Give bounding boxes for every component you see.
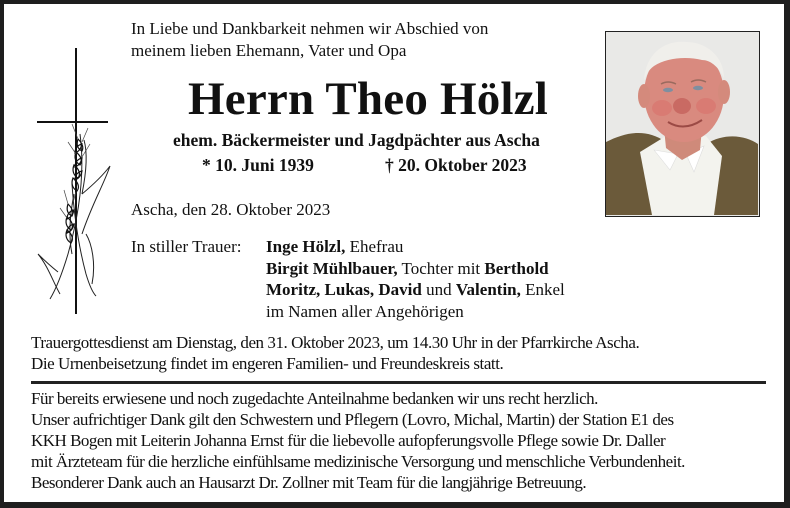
mourner-closing: im Namen aller Angehörigen [266,301,464,321]
mourner-line [266,236,565,258]
thanks-line: Für bereits erwiesene und noch zugedachte Anteilnahme bedanken wir uns recht herzlich. [31,389,598,408]
service-line-1: Trauergottesdienst am Dienstag, den 31. Oktober 2023, um 14.30 Uhr in der Pfarrkirche Ascha. [31,333,640,352]
thanks-line: mit Ärzteteam für die herzliche einfühlsame medizinische Versorgung und menschliche Verbundenheit. [31,452,685,471]
mourning-label: In stiller Trauer: [131,237,242,256]
mourner-connector: und [421,280,456,299]
mourner-name: Moritz, Lukas, David [266,280,422,299]
portrait-image [606,32,758,215]
mourner-line [266,301,565,323]
mourner-relation: Ehefrau [345,237,404,256]
thanks-text [31,388,685,493]
mourner-name: Inge Hölzl, [266,237,346,256]
death-date: † 20. Oktober 2023 [385,155,527,175]
mourner-line [266,258,565,280]
birth-date: * 10. Juni 1939 [202,155,314,175]
mourner-line [266,279,565,301]
funeral-service-info [31,332,639,374]
section-divider [31,381,766,384]
mourner-relation: Enkel [520,280,565,299]
mourner-relation: Tochter mit [397,258,485,278]
mourner-name: Berthold [484,258,549,278]
mourner-name: Valentin, [455,280,521,299]
thanks-line: Unser aufrichtiger Dank gilt den Schwestern und Pflegern (Lovro, Michal, Martin) der Station E1 des [31,410,674,429]
place-and-date: Ascha, den 28. Oktober 2023 [131,200,331,219]
portrait-photo [605,31,760,217]
intro-text [131,18,488,62]
mourners-list [266,236,565,322]
thanks-line: KKH Bogen mit Leiterin Johanna Ernst für die liebevolle aufopferungsvolle Pflege sowie Dr. Daller [31,431,666,450]
deceased-occupation: ehem. Bäckermeister und Jagdpächter aus Ascha [173,130,540,150]
intro-line-2: meinem lieben Ehemann, Vater und Opa [131,41,407,60]
service-line-2: Die Urnenbeisetzung findet im engeren Familien- und Freundeskreis statt. [31,354,504,373]
cross-with-wheat-icon [34,44,114,319]
deceased-name: Herrn Theo Hölzl [188,73,549,125]
intro-line-1: In Liebe und Dankbarkeit nehmen wir Abschied von [131,19,489,38]
thanks-line: Besonderer Dank auch an Hausarzt Dr. Zollner mit Team für die langjährige Betreuung. [31,473,587,492]
mourner-name: Birgit Mühlbauer, [266,258,398,278]
